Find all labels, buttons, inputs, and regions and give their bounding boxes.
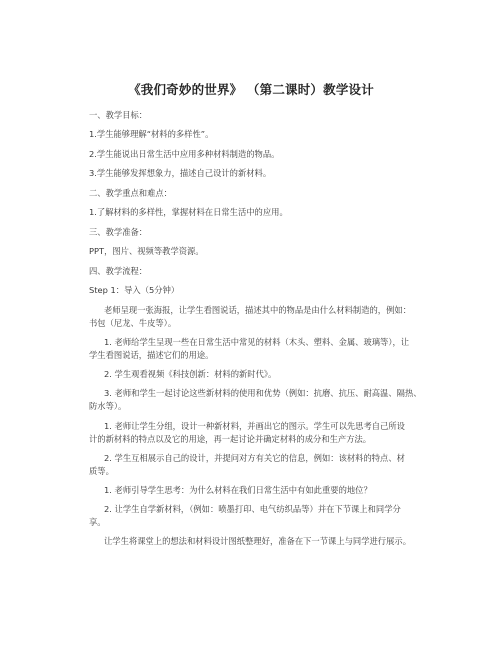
section-heading-objectives: 一、教学目标： bbox=[89, 110, 148, 120]
paragraph-line: 1. 老师让学生分组，设计一种新材料，并画出它的图示。学生可以先思考自己所设 bbox=[104, 421, 405, 431]
paragraph-line: 3. 老师和学生一起讨论这些新材料的使用和优势（例如：抗磨、抗压、耐高温、隔热、 bbox=[104, 388, 422, 398]
section-heading-process: 四、教学流程： bbox=[89, 266, 148, 276]
objective-1: 1.学生能够理解“材料的多样性”。 bbox=[89, 129, 214, 139]
preparation-text: PPT，图片、视频等教学资源。 bbox=[89, 246, 204, 256]
paragraph-line: 2. 学生观看视频《科技创新：材料的新时代》。 bbox=[104, 369, 277, 379]
focus-1: 1.了解材料的多样性，掌握材料在日常生活中的应用。 bbox=[89, 207, 288, 217]
paragraph-line: 防水等）。 bbox=[89, 401, 127, 411]
objective-3: 3.学生能够发挥想象力，描述自己设计的新材料。 bbox=[89, 168, 272, 178]
document-title: 《我们奇妙的世界》 （第二课时）教学设计 bbox=[128, 82, 374, 97]
paragraph-line: 书包（尼龙、牛皮等）。 bbox=[89, 318, 177, 328]
paragraph-line: 1. 老师给学生呈现一些在日常生活中常见的材料（木头、塑料、金属、玻璃等），让 bbox=[104, 337, 410, 347]
paragraph-line: 1. 老师引导学生思考：为什么材料在我们日常生活中有如此重要的地位？ bbox=[104, 485, 372, 495]
paragraph-line: 老师呈现一张海报，让学生看图说话，描述其中的物品是由什么材料制造的，例如： bbox=[104, 305, 411, 315]
step-1-heading: Step 1：导入（5分钟） bbox=[89, 285, 180, 295]
section-heading-preparation: 三、教学准备： bbox=[89, 227, 148, 237]
paragraph-line: 让学生将课堂上的想法和材料设计图纸整理好，准备在下一节课上与同学进行展示。 bbox=[104, 536, 411, 546]
section-heading-focus: 二、教学重点和难点： bbox=[89, 188, 172, 198]
paragraph-line: 享。 bbox=[89, 517, 106, 527]
paragraph-line: 2. 学生互相展示自己的设计，并提问对方有关它的信息，例如：该材料的特点、材 bbox=[104, 453, 405, 463]
paragraph-line: 2. 让学生自学新材料，（例如：喷墨打印、电气纺织品等）并在下节课上和同学分 bbox=[104, 504, 401, 514]
paragraph-line: 计的新材料的特点以及它的用途，再一起讨论并确定材料的成分和生产方法。 bbox=[89, 434, 372, 444]
paragraph-line: 学生看图说话，描述它们的用途。 bbox=[89, 350, 214, 360]
objective-2: 2.学生能说出日常生活中应用多种材料制造的物品。 bbox=[89, 149, 280, 159]
paragraph-line: 质等。 bbox=[89, 466, 114, 476]
